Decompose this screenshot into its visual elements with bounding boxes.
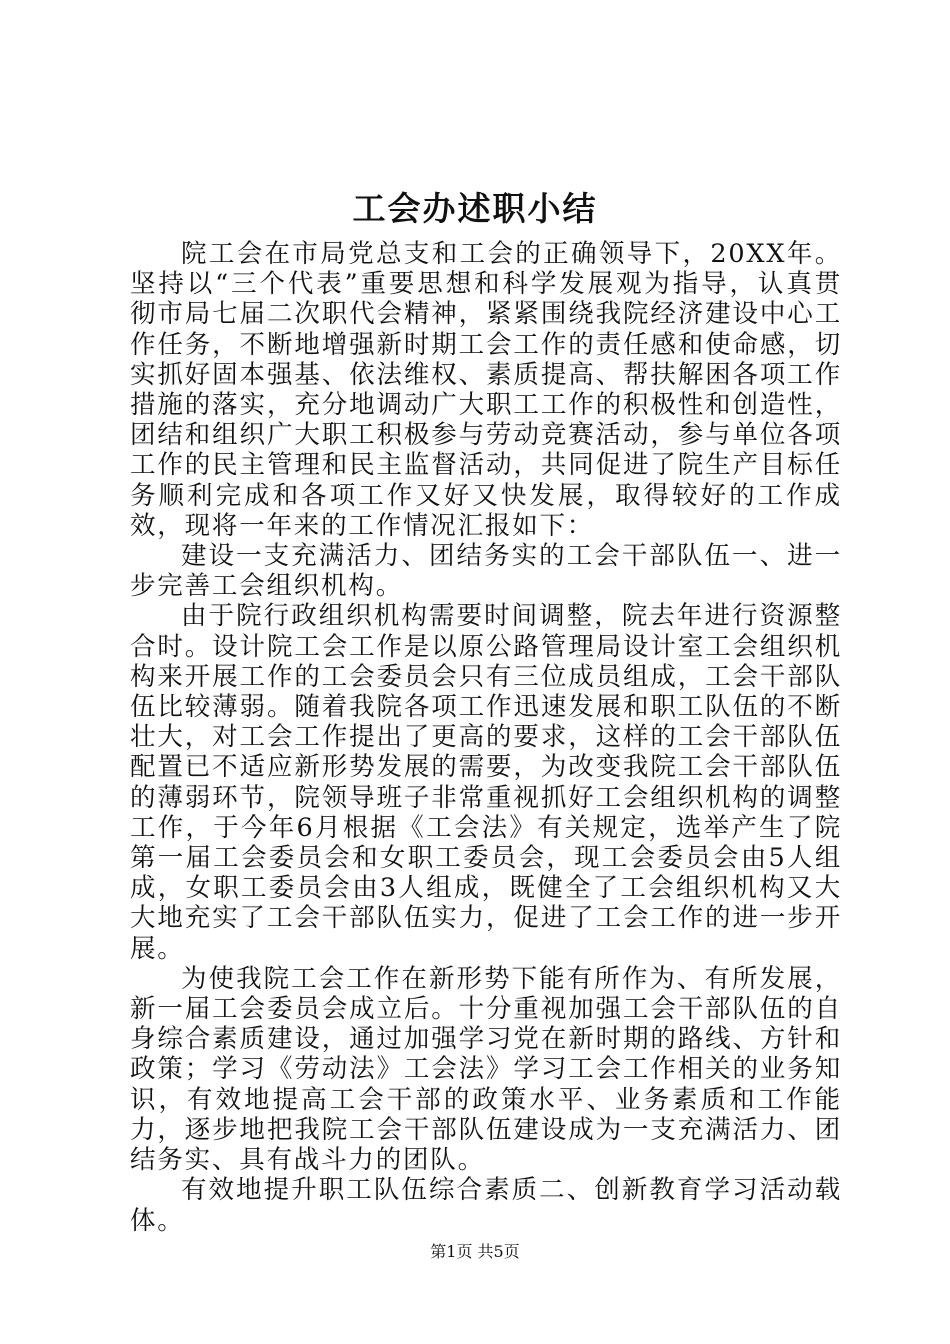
page-footer: 第1页 共5页 [430, 1242, 520, 1261]
paragraph-section-one-heading: 建设一支充满活力、团结务实的工会干部队伍一、进一步完善工会组织机构。 [130, 541, 842, 602]
paragraph-team-building: 为使我院工会工作在新形势下能有所作为、有所发展，新一届工会委员会成立后。十分重视加强工会干部队伍的自身综合素质建设，通过加强学习党在新时期的路线、方针和政策；学习《劳动法》工会法》学习工会工作相关的业务知识，有效地提高工会干部的政策水平、业务素质和工作能力，逐步地把我院工会干部队伍建设成为一支充满活力、团结务实、具有战斗力的团队。 [130, 963, 842, 1176]
document-body [130, 239, 842, 1236]
document-title: 工会办述职小结 [352, 189, 598, 228]
paragraph-intro: 院工会在市局党总支和工会的正确领导下，20XX年。坚持以“三个代表”重要思想和科学发展观为指导，认真贯彻市局七届二次职代会精神，紧紧围绕我院经济建设中心工作任务，不断地增强新时期工会工作的责任感和使命感，切实抓好固本强基、依法维权、素质提高、帮扶解困各项工作措施的落实，充分地调动广大职工工作的积极性和创造性，团结和组织广大职工积极参与劳动竞赛活动，参与单位各项工作的民主管理和民主监督活动，共同促进了院生产目标任务顺利完成和各项工作又好又快发展，取得较好的工作成效，现将一年来的工作情况汇报如下： [130, 239, 842, 541]
paragraph-organization: 由于院行政组织机构需要时间调整，院去年进行资源整合时。设计院工会工作是以原公路管理局设计室工会组织机构来开展工作的工会委员会只有三位成员组成，工会干部队伍比较薄弱。随着我院各项工作迅速发展和职工队伍的不断壮大，对工会工作提出了更高的要求，这样的工会干部队伍配置已不适应新形势发展的需要，为改变我院工会干部队伍的薄弱环节，院领导班子非常重视抓好工会组织机构的调整工作，于今年6月根据《工会法》有关规定，选举产生了院第一届工会委员会和女职工委员会，现工会委员会由5人组成，女职工委员会由3人组成，既健全了工会组织机构又大大地充实了工会干部队伍实力，促进了工会工作的进一步开展。 [130, 601, 842, 964]
paragraph-section-two-heading: 有效地提升职工队伍综合素质二、创新教育学习活动载体。 [130, 1175, 842, 1236]
